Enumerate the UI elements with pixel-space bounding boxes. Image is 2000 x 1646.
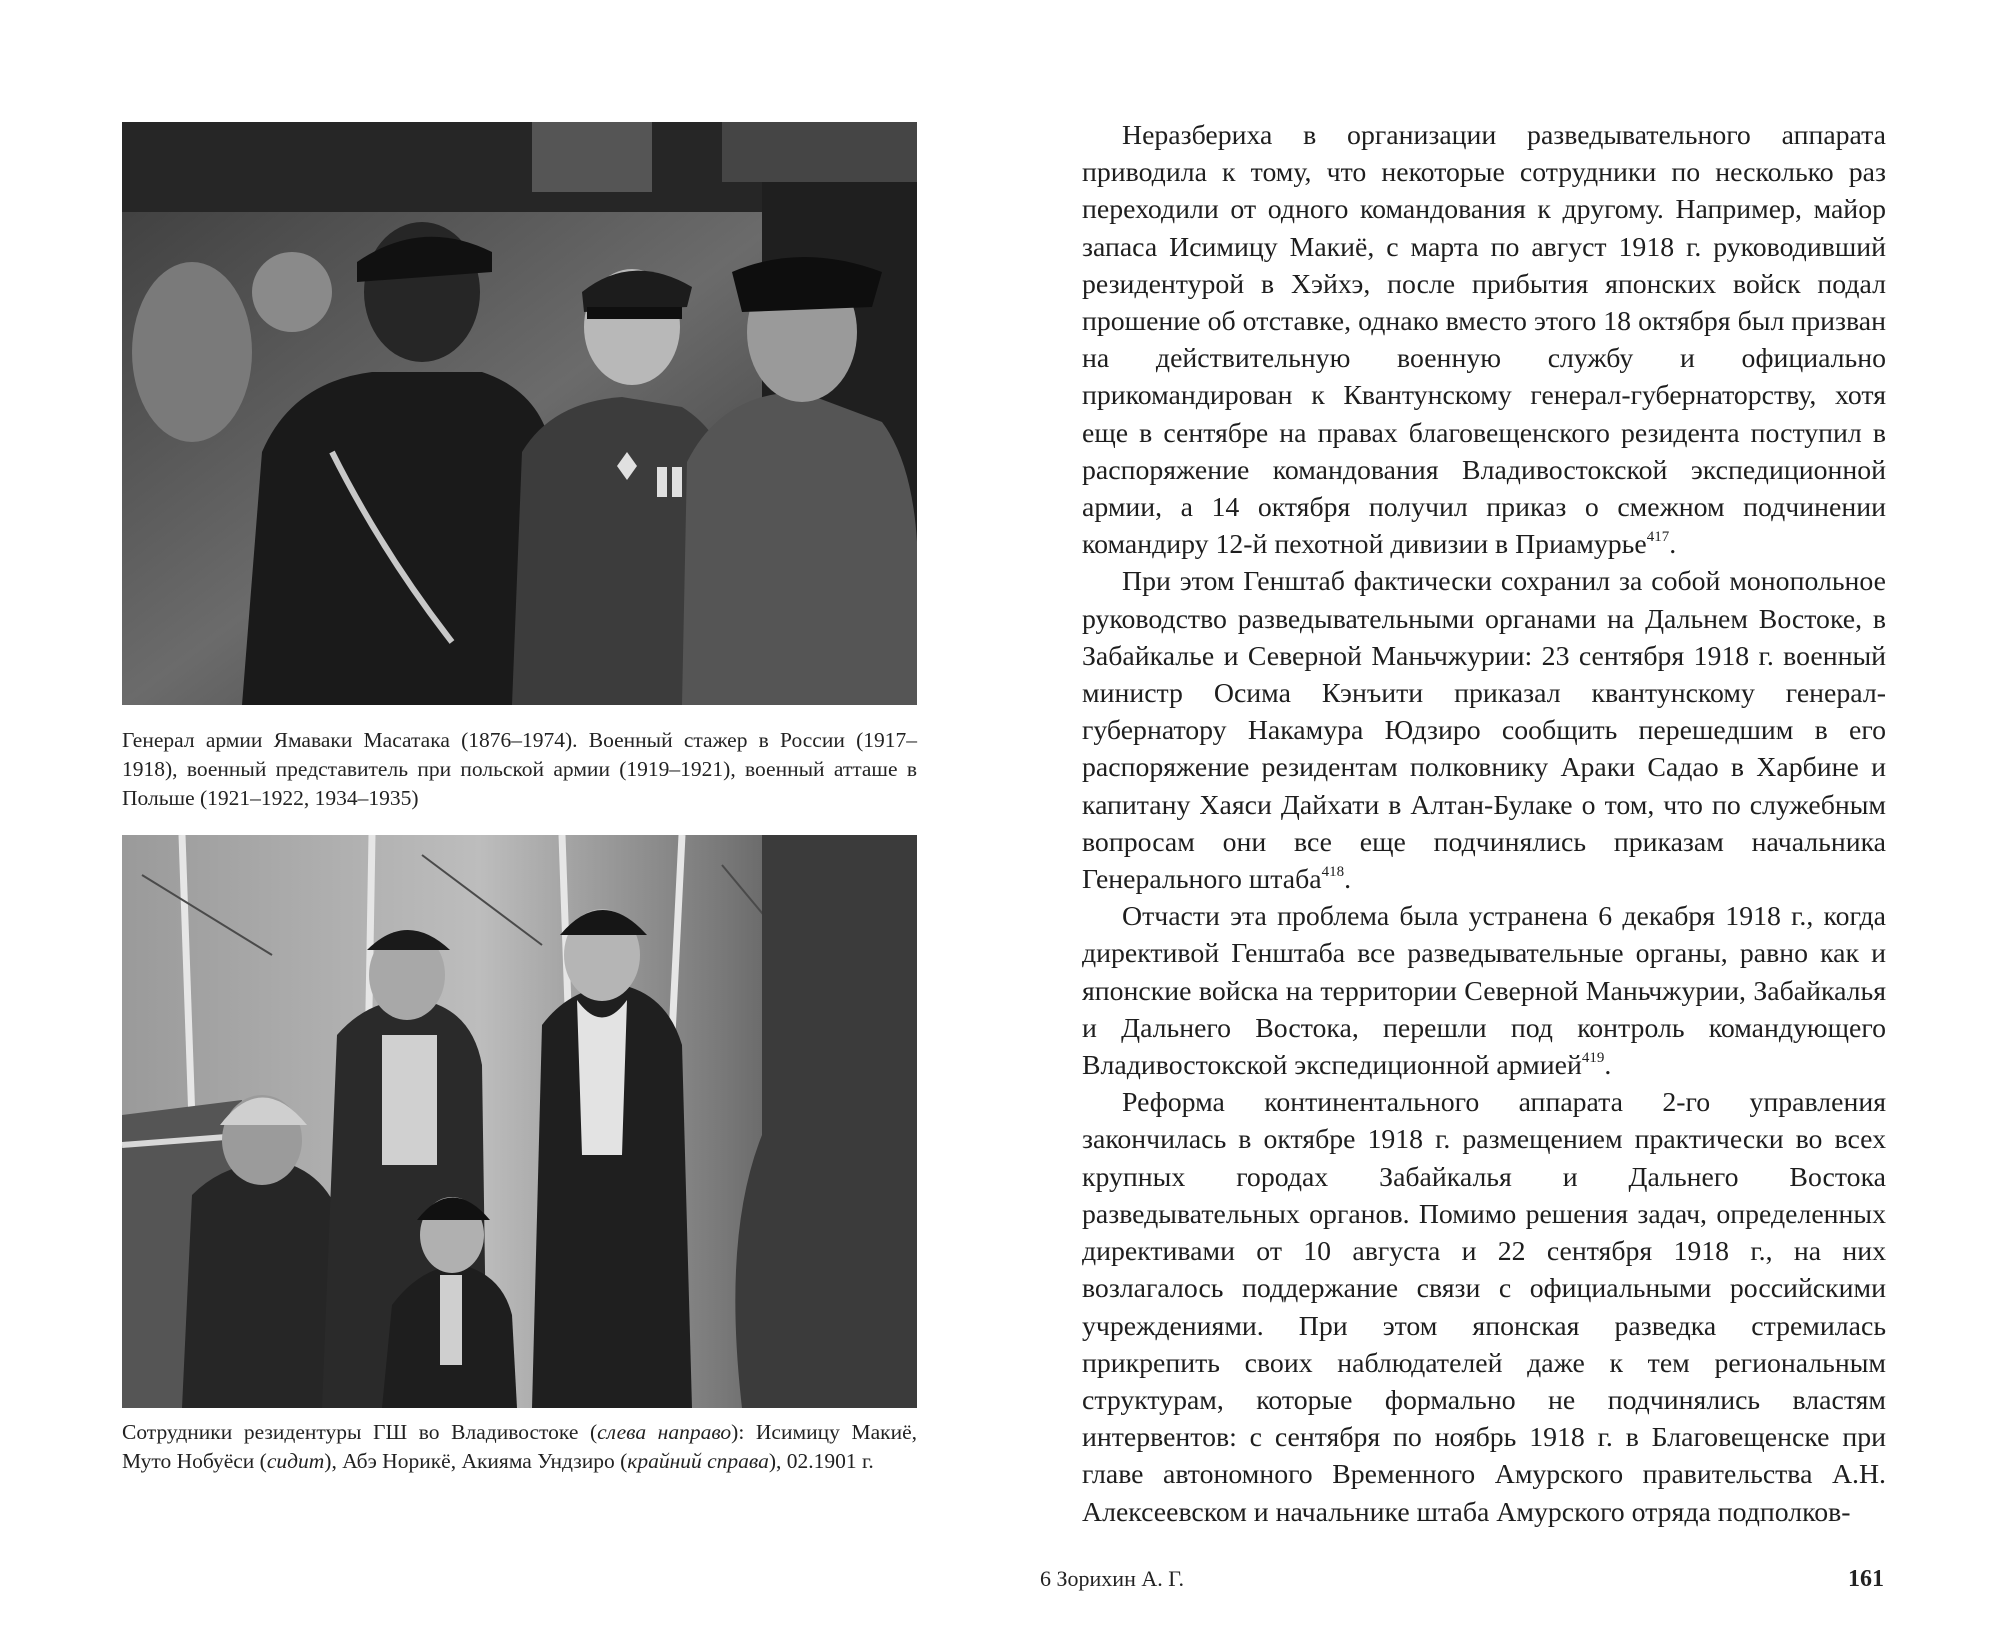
paragraph-1-tail: . — [1669, 529, 1677, 561]
footnote-ref-418: 418 — [1321, 864, 1345, 881]
paragraph-2-text: При этом Генштаб фактически сохранил за собой монопольное руководство разведывательными органами на Дальнем Востоке, в Забайкалье и Северной Маньчжурии: 23 сентября 1918 г. военный министр Осима Кэнъити приказал квантунскому генерал-губернатору Накамура Юдзиро сообщить перешедшим в его распоряжение резидентам полковнику Араки Садао в Харбине и капитану Хаяси Дайхати в Алтан-Булаке о том, что по служебным вопросам они все еще подчинялись приказам начальника Генерального штаба — [1082, 566, 1886, 896]
photo-residency-staff-image — [122, 835, 917, 1408]
paragraph-3-tail: . — [1604, 1050, 1612, 1082]
paragraph-3 — [1082, 898, 1886, 1084]
paragraph-1 — [1082, 117, 1886, 563]
printer-signature-mark: 6 Зорихин А. Г. — [1040, 1566, 1184, 1591]
caption2-part3: ), Абэ Норикё, Акияма Ундзиро ( — [324, 1449, 628, 1473]
caption2-part2: ): Исимицу Макиё, Муто Нобуёси ( — [122, 1420, 917, 1473]
paragraph-4 — [1082, 1084, 1886, 1530]
paragraph-1-text: Неразбериха в организации разведывательного аппарата приводила к тому, что некоторые сотрудники по несколько раз переходили от одного командования к другому. Например, майор запаса Исимицу Макиё, с марта по август 1918 г. руководивший резидентурой в Хэйхэ, после прибытия японских войск подал прошение об отставке, однако вместо этого 18 октября был призван на действительную военную службу и официально прикомандирован к Квантунскому генерал-губернаторству, хотя еще в сентябре на правах благовещенского резидента поступил в распоряжение командования Владивостокской экспедиционной армии, а 14 октября получил приказ о смежном подчинении командиру 12-й пехотной дивизии в Приамурье — [1082, 120, 1886, 561]
page-number: 161 — [1848, 1566, 1884, 1592]
footnote-ref-417: 417 — [1646, 529, 1670, 546]
caption2-italic-far-right: крайний справа — [627, 1449, 769, 1473]
photo-caption-residency-staff — [122, 1418, 917, 1476]
caption2-italic-left-to-right: слева направо — [597, 1420, 732, 1444]
paragraph-4-text: Реформа континентального аппарата 2-го управления закончилась в октябре 1918 г. размещением практически во всех крупных городах Забайкалья и Дальнего Востока разведывательных органов. Помимо решения задач, определенных директивами от 10 августа и 22 сентября 1918 г., на них возлагалось поддержание связи с официальными российскими учреждениями. При этом японская разведка стремилась прикрепить своих наблюдателей даже к тем региональным структурам, которые формально не подчинялись властям интервентов: с сентября по ноябрь 1918 г. в Благовещенске при главе автономного Временного Амурского правительства А.Н. Алексеевском и начальнике штаба Амурского отряда подполков- — [1082, 1087, 1886, 1528]
paragraph-2 — [1082, 563, 1886, 898]
caption2-part1: Сотрудники резидентуры ГШ во Владивостоке ( — [122, 1420, 598, 1444]
paragraph-2-tail: . — [1344, 864, 1352, 896]
main-text-column — [1082, 117, 1886, 1531]
photo-residency-staff-vladivostok — [122, 835, 917, 1408]
caption2-italic-seated: сидит — [266, 1449, 325, 1473]
photo-caption-general-yamawaki: Генерал армии Ямаваки Масатака (1876–1974). Военный стажер в России (1917–1918), военный представитель при польской армии (1919–1921), военный атташе в Польше (1921–1922, 1934–1935) — [122, 728, 917, 810]
photo-general-yamawaki-image — [122, 122, 917, 705]
caption2-part4: ), 02.1901 г. — [768, 1449, 874, 1473]
paragraph-3-text: Отчасти эта проблема была устранена 6 декабря 1918 г., когда директивой Генштаба все разведывательные органы, равно как и японские войска на территории Северной Маньчжурии, Забайкалья и Дальнего Востока, перешли под контроль командующего Владивостокской экспедиционной армией — [1082, 901, 1886, 1082]
photo-general-yamawaki — [122, 122, 917, 705]
footnote-ref-419: 419 — [1581, 1050, 1605, 1067]
